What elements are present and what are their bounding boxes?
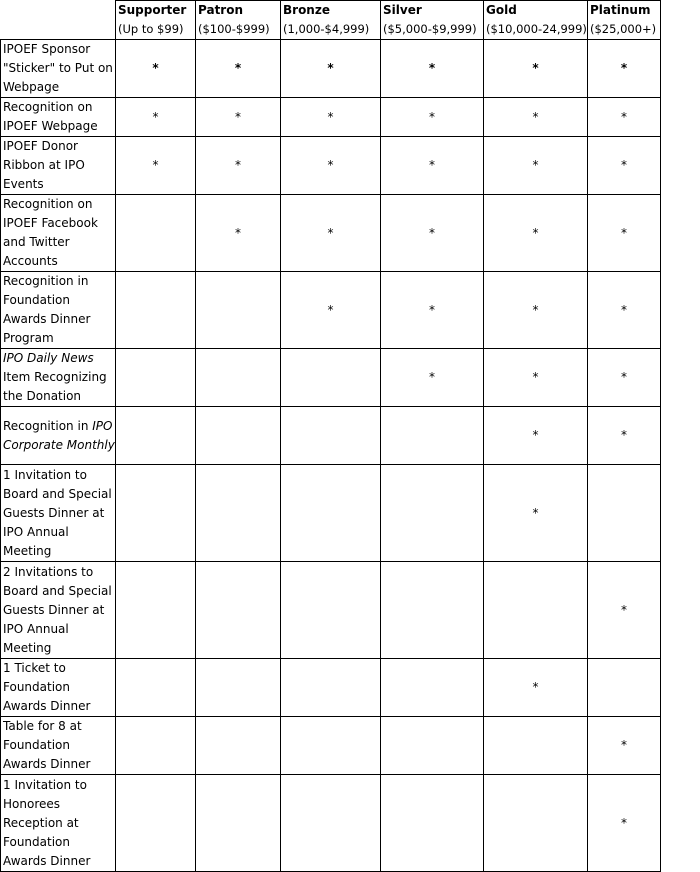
benefit-cell-platinum [588,272,661,349]
benefit-cell-bronze [281,407,381,465]
included-mark: * [532,680,539,694]
benefit-cell-patron [196,195,281,272]
benefit-cell-platinum [588,659,661,717]
tier-header-gold [484,1,588,40]
benefit-cell-patron [196,465,281,562]
benefit-cell-supporter [116,562,196,659]
benefit-row [1,465,661,562]
included-mark: * [532,302,539,317]
benefit-cell-patron [196,717,281,775]
benefit-cell-silver [381,562,484,659]
benefit-label-text: Item Recognizing the Donation [3,370,107,403]
included-mark: * [234,61,242,75]
included-mark: * [235,225,241,240]
benefit-cell-bronze [281,40,381,98]
included-mark: * [532,370,539,384]
included-mark: * [428,61,436,75]
included-mark: * [429,109,435,124]
benefit-label [1,775,116,872]
benefit-cell-gold [484,775,588,872]
tier-name: Gold [486,3,517,17]
benefit-cell-gold [484,137,588,195]
benefit-label [1,349,116,407]
benefit-label [1,195,116,272]
benefit-label-text: IPOEF Sponsor "Sticker" to Put on Webpage [3,42,113,94]
included-mark: * [621,428,627,442]
benefit-cell-platinum [588,137,661,195]
benefit-cell-bronze [281,272,381,349]
benefit-row [1,40,661,98]
benefit-label-text: 1 Ticket to Foundation Awards Dinner [3,661,91,713]
benefit-label-text: Recognition in [3,418,93,433]
tier-header-patron [196,1,281,40]
benefit-label-text: Table for 8 at Foundation Awards Dinner [3,719,91,771]
benefit-cell-gold [484,717,588,775]
benefit-row [1,349,661,407]
benefit-row [1,407,661,465]
included-mark: * [621,370,627,384]
included-mark: * [532,505,539,520]
included-mark: * [532,109,539,124]
included-mark: * [621,302,627,317]
benefit-label [1,98,116,137]
benefit-cell-bronze [281,465,381,562]
tier-range: ($100-$999) [198,22,270,36]
benefit-cell-platinum [588,195,661,272]
benefit-label [1,465,116,562]
benefit-label [1,562,116,659]
benefit-row [1,717,661,775]
included-mark: * [621,815,627,830]
included-mark: * [621,738,627,752]
benefit-cell-silver [381,465,484,562]
included-mark: * [327,109,334,124]
benefit-row [1,98,661,137]
included-mark: * [621,602,627,617]
benefit-cell-silver [381,775,484,872]
benefit-cell-bronze [281,775,381,872]
included-mark: * [327,302,334,317]
included-mark: * [235,109,241,124]
benefit-cell-gold [484,465,588,562]
benefit-cell-silver [381,137,484,195]
included-mark: * [327,61,334,75]
benefit-row [1,659,661,717]
benefit-cell-platinum [588,562,661,659]
benefit-cell-bronze [281,195,381,272]
benefit-label-text: IPO Daily News [3,351,94,365]
benefit-cell-gold [484,272,588,349]
benefit-cell-supporter [116,659,196,717]
benefit-cell-supporter [116,717,196,775]
benefit-cell-patron [196,659,281,717]
included-mark: * [152,61,159,75]
benefit-cell-supporter [116,465,196,562]
benefit-cell-supporter [116,98,196,137]
tier-name: Bronze [283,3,330,17]
benefit-cell-supporter [116,349,196,407]
benefit-label-text: IPO Corporate Monthly [3,418,115,452]
benefit-label-text: IPOEF Donor Ribbon at IPO Events [3,139,85,191]
benefit-label [1,717,116,775]
included-mark: * [621,109,627,124]
tier-range: ($10,000-24,999) [486,22,587,36]
benefit-cell-patron [196,562,281,659]
benefit-label [1,40,116,98]
benefit-row [1,775,661,872]
benefit-cell-supporter [116,272,196,349]
benefit-label [1,407,116,465]
included-mark: * [532,61,539,75]
benefit-cell-silver [381,195,484,272]
tier-header-bronze [281,1,381,40]
tier-range: (1,000-$4,999) [283,22,370,36]
benefit-label [1,659,116,717]
included-mark: * [621,225,627,240]
included-mark: * [532,225,539,240]
benefit-row [1,272,661,349]
tier-range: ($5,000-$9,999) [383,22,477,36]
benefit-row [1,195,661,272]
benefit-cell-patron [196,775,281,872]
benefit-cell-supporter [116,40,196,98]
benefit-label-text: Recognition in Foundation Awards Dinner Program [3,274,91,345]
tier-range: (Up to $99) [118,22,184,36]
benefit-cell-bronze [281,98,381,137]
included-mark: * [429,302,435,317]
included-mark: * [152,109,159,124]
benefit-label-text: Recognition on IPOEF Facebook and Twitter Accounts [3,197,98,268]
corner-cell [1,1,116,40]
benefit-cell-bronze [281,562,381,659]
benefit-cell-supporter [116,137,196,195]
benefit-cell-gold [484,562,588,659]
benefit-cell-patron [196,40,281,98]
included-mark: * [429,158,435,172]
benefit-cell-patron [196,349,281,407]
benefit-cell-platinum [588,98,661,137]
benefit-cell-supporter [116,775,196,872]
benefit-label-text: Recognition on IPOEF Webpage [3,100,98,133]
tier-name: Platinum [590,3,651,17]
benefit-label-text: 1 Invitation to Honorees Reception at Foundation Awards Dinner [3,777,91,868]
included-mark: * [532,158,539,172]
benefit-cell-bronze [281,137,381,195]
benefit-cell-silver [381,98,484,137]
included-mark: * [327,158,334,172]
tier-name: Patron [198,3,244,17]
benefit-cell-platinum [588,349,661,407]
benefit-cell-silver [381,349,484,407]
included-mark: * [235,158,241,172]
tier-header-platinum [588,1,661,40]
benefit-cell-silver [381,407,484,465]
benefit-cell-bronze [281,659,381,717]
included-mark: * [620,61,628,75]
benefit-label [1,272,116,349]
benefit-cell-gold [484,195,588,272]
included-mark: * [429,370,435,384]
benefit-cell-silver [381,272,484,349]
benefit-cell-silver [381,659,484,717]
benefit-cell-patron [196,407,281,465]
benefit-cell-patron [196,137,281,195]
benefit-label-text: 1 Invitation to Board and Special Guests Dinner at IPO Annual Meeting [3,467,112,558]
benefit-row [1,562,661,659]
benefit-cell-patron [196,272,281,349]
included-mark: * [621,158,627,172]
benefit-cell-platinum [588,775,661,872]
included-mark: * [152,158,159,172]
benefit-cell-gold [484,349,588,407]
benefit-cell-patron [196,98,281,137]
benefit-row [1,137,661,195]
benefit-cell-platinum [588,407,661,465]
benefit-cell-gold [484,98,588,137]
benefit-cell-gold [484,40,588,98]
tier-name: Supporter [118,3,187,17]
benefit-label [1,137,116,195]
tier-name: Silver [383,3,422,17]
benefit-cell-supporter [116,407,196,465]
included-mark: * [327,225,334,240]
benefit-cell-platinum [588,465,661,562]
benefit-cell-platinum [588,40,661,98]
benefit-cell-platinum [588,717,661,775]
benefit-cell-bronze [281,349,381,407]
benefit-cell-supporter [116,195,196,272]
benefit-label-text: 2 Invitations to Board and Special Guests Dinner at IPO Annual Meeting [3,564,112,655]
tier-header-supporter [116,1,196,40]
included-mark: * [532,428,539,442]
tier-range: ($25,000+) [590,22,657,36]
benefit-cell-silver [381,717,484,775]
tier-header-silver [381,1,484,40]
header-row [1,1,661,40]
benefit-cell-gold [484,659,588,717]
benefit-cell-silver [381,40,484,98]
benefit-cell-gold [484,407,588,465]
included-mark: * [429,225,435,240]
benefit-cell-bronze [281,717,381,775]
